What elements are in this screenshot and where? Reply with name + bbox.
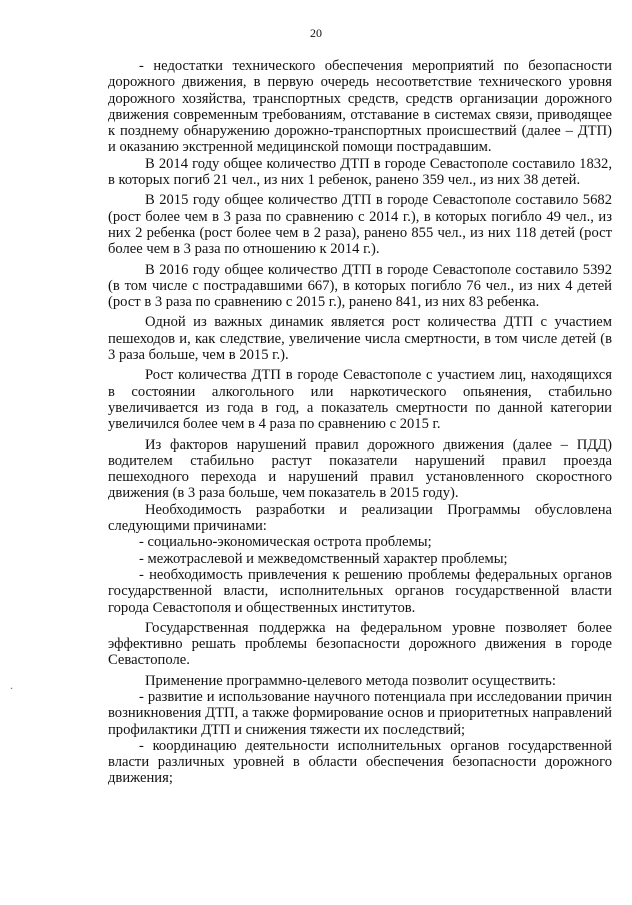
paragraph-program-necessity: Необходимость разработки и реализации Программы обусловлена следующими причинами:: [108, 501, 612, 535]
list-item-coordination: - координацию деятельности исполнительных органов государственной власти различных уровней в области обеспечения безопасности дорожного движения;: [108, 737, 612, 787]
paragraph-2014-stats: В 2014 году общее количество ДТП в городе Севастополе составило 1832, в которых погиб 21 чел., из них 1 ребенок, ранено 359 чел., из них 38 детей.: [108, 155, 612, 189]
paragraph-deficiencies: - недостатки технического обеспечения мероприятий по безопасности дорожного движения, в первую очередь несоответствие технического уровня дорожного хозяйства, транспортных средств, средств организации дорожного движения современным требованиям, отставание в системах связи, приводящее к позднему обнаружению дорожно-транспортных происшествий (далее – ДТП) и оказанию экстренной медицинской помощи пострадавшим.: [108, 58, 612, 156]
list-item-social-economic: - социально-экономическая острота проблемы;: [139, 534, 432, 551]
paragraph-2016-stats: В 2016 году общее количество ДТП в городе Севастополе составило 5392 (в том числе с пострадавшими 667), в которых погибло 76 чел., из них 4 детей (рост в 3 раза по сравнению с 2015 г.), ранено 841, из них 83 ребенка.: [108, 261, 612, 311]
paragraph-program-method: Применение программно-целевого метода позволит осуществить:: [145, 672, 556, 689]
page-number: 20: [310, 26, 322, 40]
paragraph-2015-stats: В 2015 году общее количество ДТП в городе Севастополе составило 5682 (рост более чем в 3 раза по сравнению с 2014 г.), в которых погибло 49 чел., из них 2 ребенка (рост более чем в 2 раза), ранено 855 чел., из них 118 детей (рост более чем в 3 раза по отношению к 2014 г.).: [108, 192, 612, 258]
list-item-scientific-potential: - развитие и использование научного потенциала при исследовании причин возникновения ДТП, а также формирование основ и приоритетных направлений профилактики ДТП и снижения тяжести их последствий;: [108, 688, 612, 738]
list-item-intersectoral: - межотраслевой и межведомственный характер проблемы;: [139, 550, 508, 567]
paragraph-violations: Из факторов нарушений правил дорожного движения (далее – ПДД) водителем стабильно растут показатели нарушений правил проезда пешеходного перехода и нарушений правил установленного скоростного движения (в 3 раза больше, чем показатель в 2015 году).: [108, 436, 612, 502]
paragraph-pedestrians: Одной из важных динамик является рост количества ДТП с участием пешеходов и, как следствие, увеличение числа смертности, в том числе детей (в 3 раза больше, чем в 2015 г.).: [108, 314, 612, 364]
paragraph-state-support: Государственная поддержка на федеральном уровне позволяет более эффективно решать проблемы безопасности дорожного движения в городе Севастополе.: [108, 619, 612, 669]
document-body: [108, 58, 612, 787]
margin-mark: .: [10, 678, 13, 692]
paragraph-intoxication: Рост количества ДТП в городе Севастополе с участием лиц, находящихся в состоянии алкогольного или наркотического опьянения, стабильно увеличивается из года в год, а показатель смертности по данной категории увеличился более чем в 4 раза по сравнению с 2015 г.: [108, 367, 612, 433]
list-item-federal-involvement: - необходимость привлечения к решению проблемы федеральных органов государственной власти, исполнительных органов государственной власти города Севастополя и общественных институтов.: [108, 566, 612, 616]
